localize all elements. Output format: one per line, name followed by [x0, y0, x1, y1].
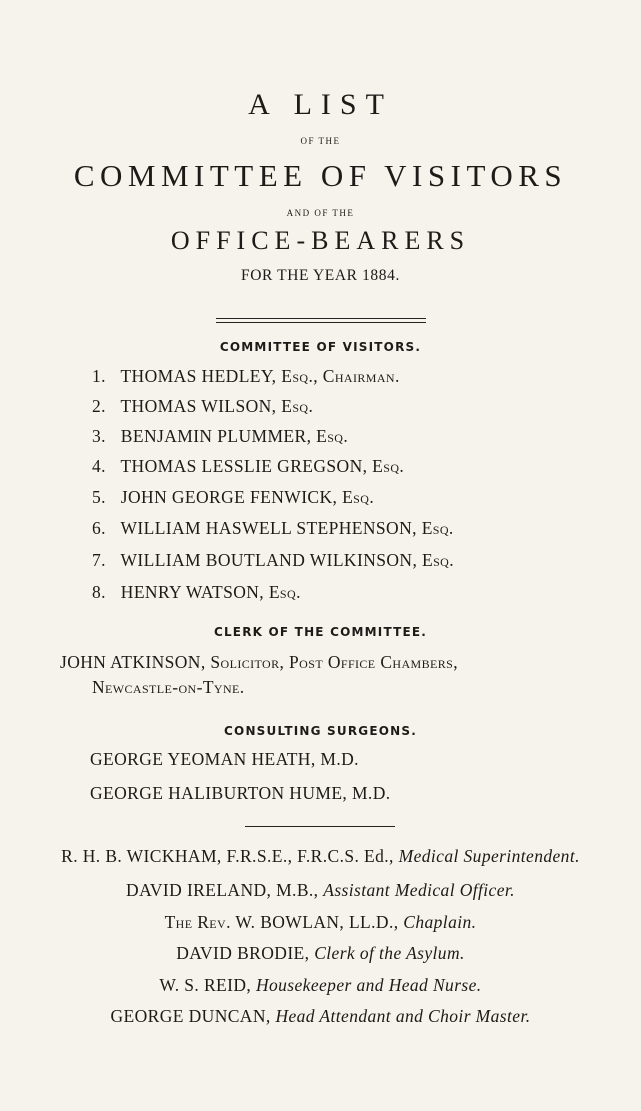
member-suffix: Esq. [422, 550, 455, 570]
officer-name: DAVID IRELAND, M.B., [126, 880, 319, 900]
clerk-town: Newcastle-on-Tyne. [92, 677, 245, 697]
member-row [92, 396, 313, 417]
clerk-line-1 [60, 652, 458, 673]
officer-line [0, 880, 641, 901]
officer-line [0, 846, 641, 867]
member-row [92, 426, 348, 447]
member-name: WILLIAM BOUTLAND WILKINSON, [120, 550, 418, 570]
year-line: FOR THE YEAR 1884. [241, 267, 400, 284]
member-suffix: Esq. [342, 487, 375, 507]
member-row [92, 456, 404, 477]
double-rule-divider [216, 318, 426, 323]
member-number: 3. [92, 426, 106, 446]
member-name: THOMAS LESSLIE GREGSON, [120, 456, 368, 476]
officer-name: The Rev. W. BOWLAN, LL.D., [164, 912, 399, 932]
member-number: 7. [92, 550, 106, 570]
of-the-label: OF THE [300, 136, 341, 146]
member-suffix: Esq. [421, 518, 454, 538]
member-suffix: Esq. [372, 456, 405, 476]
committee-title: COMMITTEE OF VISITORS [73, 158, 568, 193]
officer-name: R. H. B. WICKHAM, F.R.S.E., F.R.C.S. Ed., [61, 846, 394, 866]
officer-name: DAVID BRODIE, [176, 943, 310, 963]
surgeon-name: GEORGE HALIBURTON HUME, M.D. [90, 783, 391, 803]
member-row [92, 487, 374, 508]
surgeons-heading: CONSULTING SURGEONS. [224, 724, 417, 738]
officer-title: Clerk of the Asylum. [314, 943, 465, 963]
single-rule-divider [245, 826, 395, 827]
and-of-the-label: AND OF THE [286, 208, 355, 218]
officer-name: GEORGE DUNCAN, [110, 1006, 271, 1026]
member-name: THOMAS WILSON, [120, 396, 277, 416]
member-name: BENJAMIN PLUMMER, [120, 426, 312, 446]
member-row [92, 582, 301, 603]
member-row [92, 550, 454, 571]
member-number: 5. [92, 487, 106, 507]
office-bearers-title: OFFICE-BEARERS [170, 226, 471, 255]
clerk-address: Solicitor, Post Office Chambers, [210, 652, 458, 672]
member-row [92, 518, 454, 539]
member-name: JOHN GEORGE FENWICK, [120, 487, 338, 507]
member-suffix: Esq. [281, 396, 314, 416]
officer-title: Assistant Medical Officer. [323, 880, 515, 900]
officer-title: Medical Superintendent. [398, 846, 580, 866]
list-title: A LIST [248, 88, 393, 121]
officer-name: W. S. REID, [159, 975, 252, 995]
member-name: THOMAS HEDLEY, [120, 366, 277, 386]
officer-line [0, 912, 641, 933]
officer-title: Housekeeper and Head Nurse. [255, 975, 482, 995]
officer-line [0, 943, 641, 964]
member-suffix: Esq. [268, 582, 301, 602]
committee-heading: COMMITTEE OF VISITORS. [219, 340, 422, 354]
member-suffix: Esq. [316, 426, 349, 446]
member-number: 2. [92, 396, 106, 416]
member-suffix: Esq., Chairman. [281, 366, 400, 386]
member-number: 8. [92, 582, 106, 602]
officer-title: Chaplain. [403, 912, 477, 932]
officer-title: Head Attendant and Choir Master. [275, 1006, 531, 1026]
clerk-heading: CLERK OF THE COMMITTEE. [213, 625, 428, 639]
officer-line [0, 975, 641, 996]
member-name: HENRY WATSON, [120, 582, 265, 602]
member-name: WILLIAM HASWELL STEPHENSON, [120, 518, 417, 538]
member-number: 4. [92, 456, 106, 476]
officer-line [0, 1006, 641, 1027]
clerk-name: JOHN ATKINSON, [60, 652, 206, 672]
member-number: 1. [92, 366, 106, 386]
member-row [92, 366, 400, 387]
member-number: 6. [92, 518, 106, 538]
surgeon-name: GEORGE YEOMAN HEATH, M.D. [90, 749, 359, 769]
